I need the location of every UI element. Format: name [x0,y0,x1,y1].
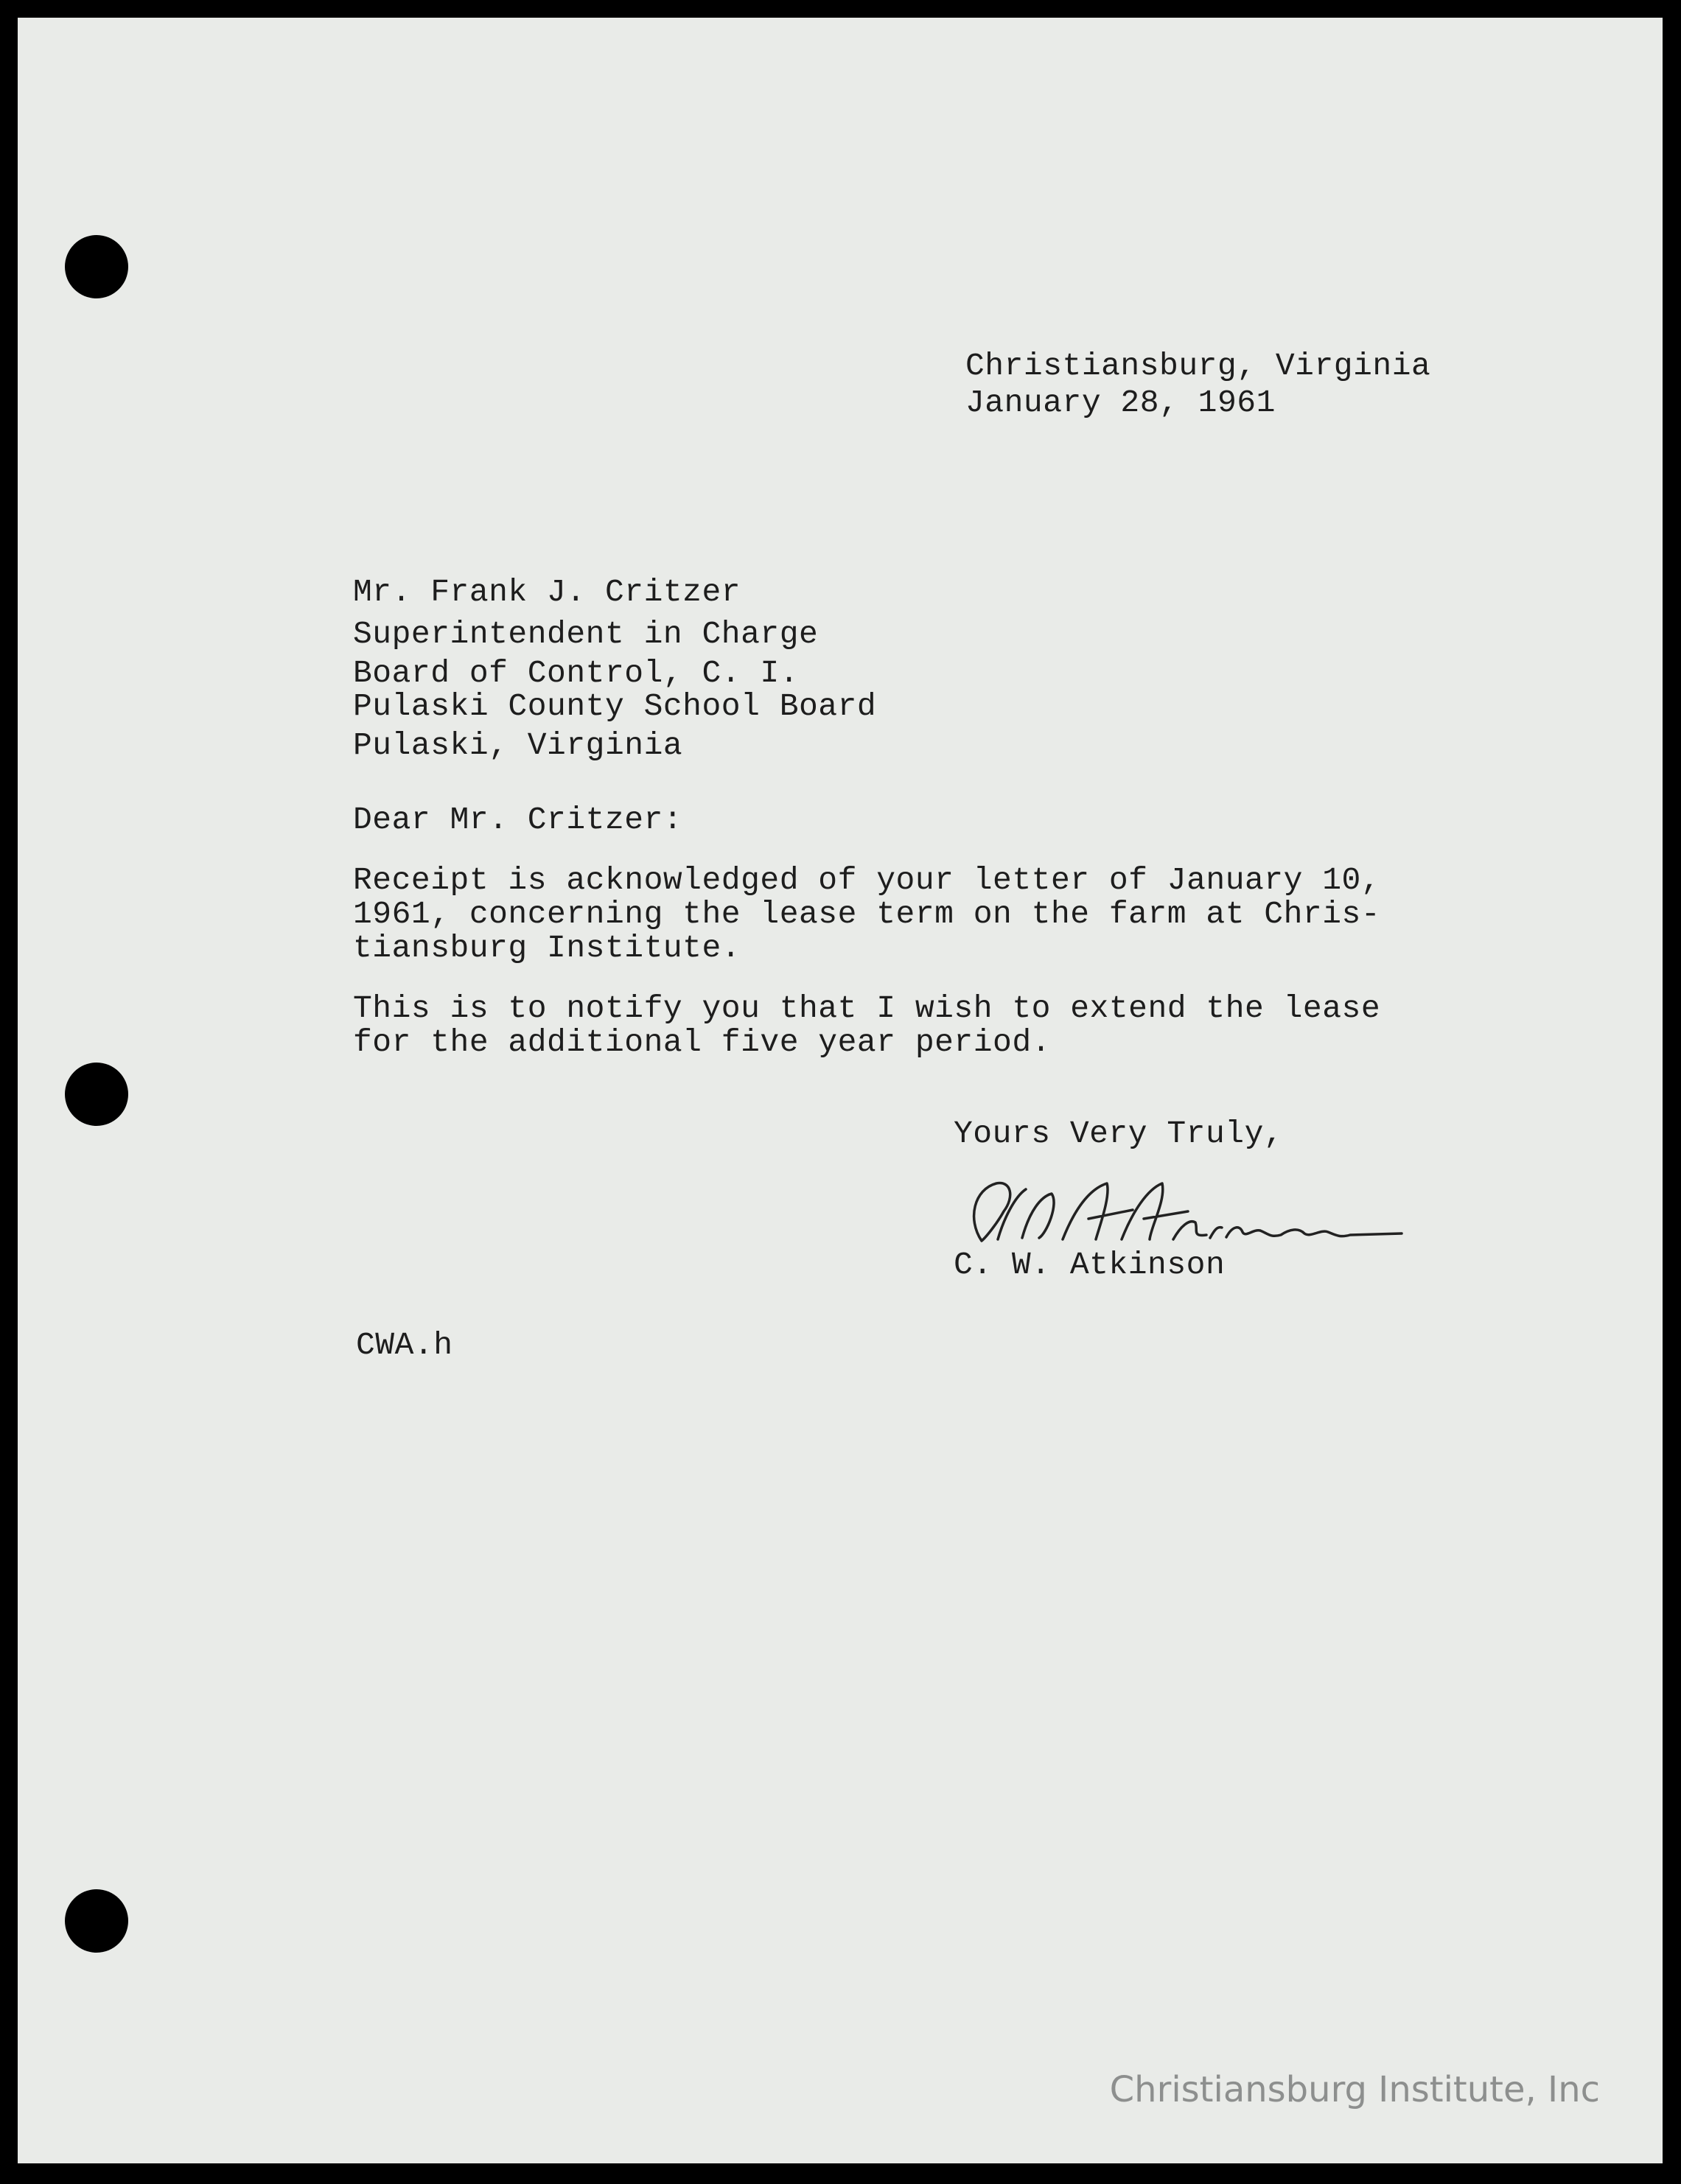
typist-initials: CWA.h [356,1327,453,1363]
letter-page [18,18,1663,2163]
letter-place: Christiansburg, Virginia [965,348,1431,384]
recipient-name: Mr. Frank J. Critzer [353,574,741,610]
body-paragraph-1: Receipt is acknowledged of your letter of January 10, 1961, concerning the lease term on the farm at Chris- tiansburg Institute. [353,862,1381,966]
recipient-title: Superintendent in Charge [353,616,819,652]
signer-name: C. W. Atkinson [954,1247,1226,1283]
punch-hole-top [65,235,128,298]
punch-hole-bottom [65,1889,128,1953]
punch-hole-middle [65,1063,128,1126]
watermark: Christiansburg Institute, Inc [1109,2069,1600,2110]
recipient-city: Pulaski, Virginia [353,727,683,763]
salutation: Dear Mr. Critzer: [353,802,683,838]
recipient-org-1: Board of Control, C. I. [353,655,799,691]
recipient-org-2: Pulaski County School Board [353,688,877,724]
body-paragraph-2: This is to notify you that I wish to extend the lease for the additional five year period. [353,990,1381,1060]
letter-date: January 28, 1961 [965,385,1276,421]
closing: Yours Very Truly, [954,1116,1284,1152]
